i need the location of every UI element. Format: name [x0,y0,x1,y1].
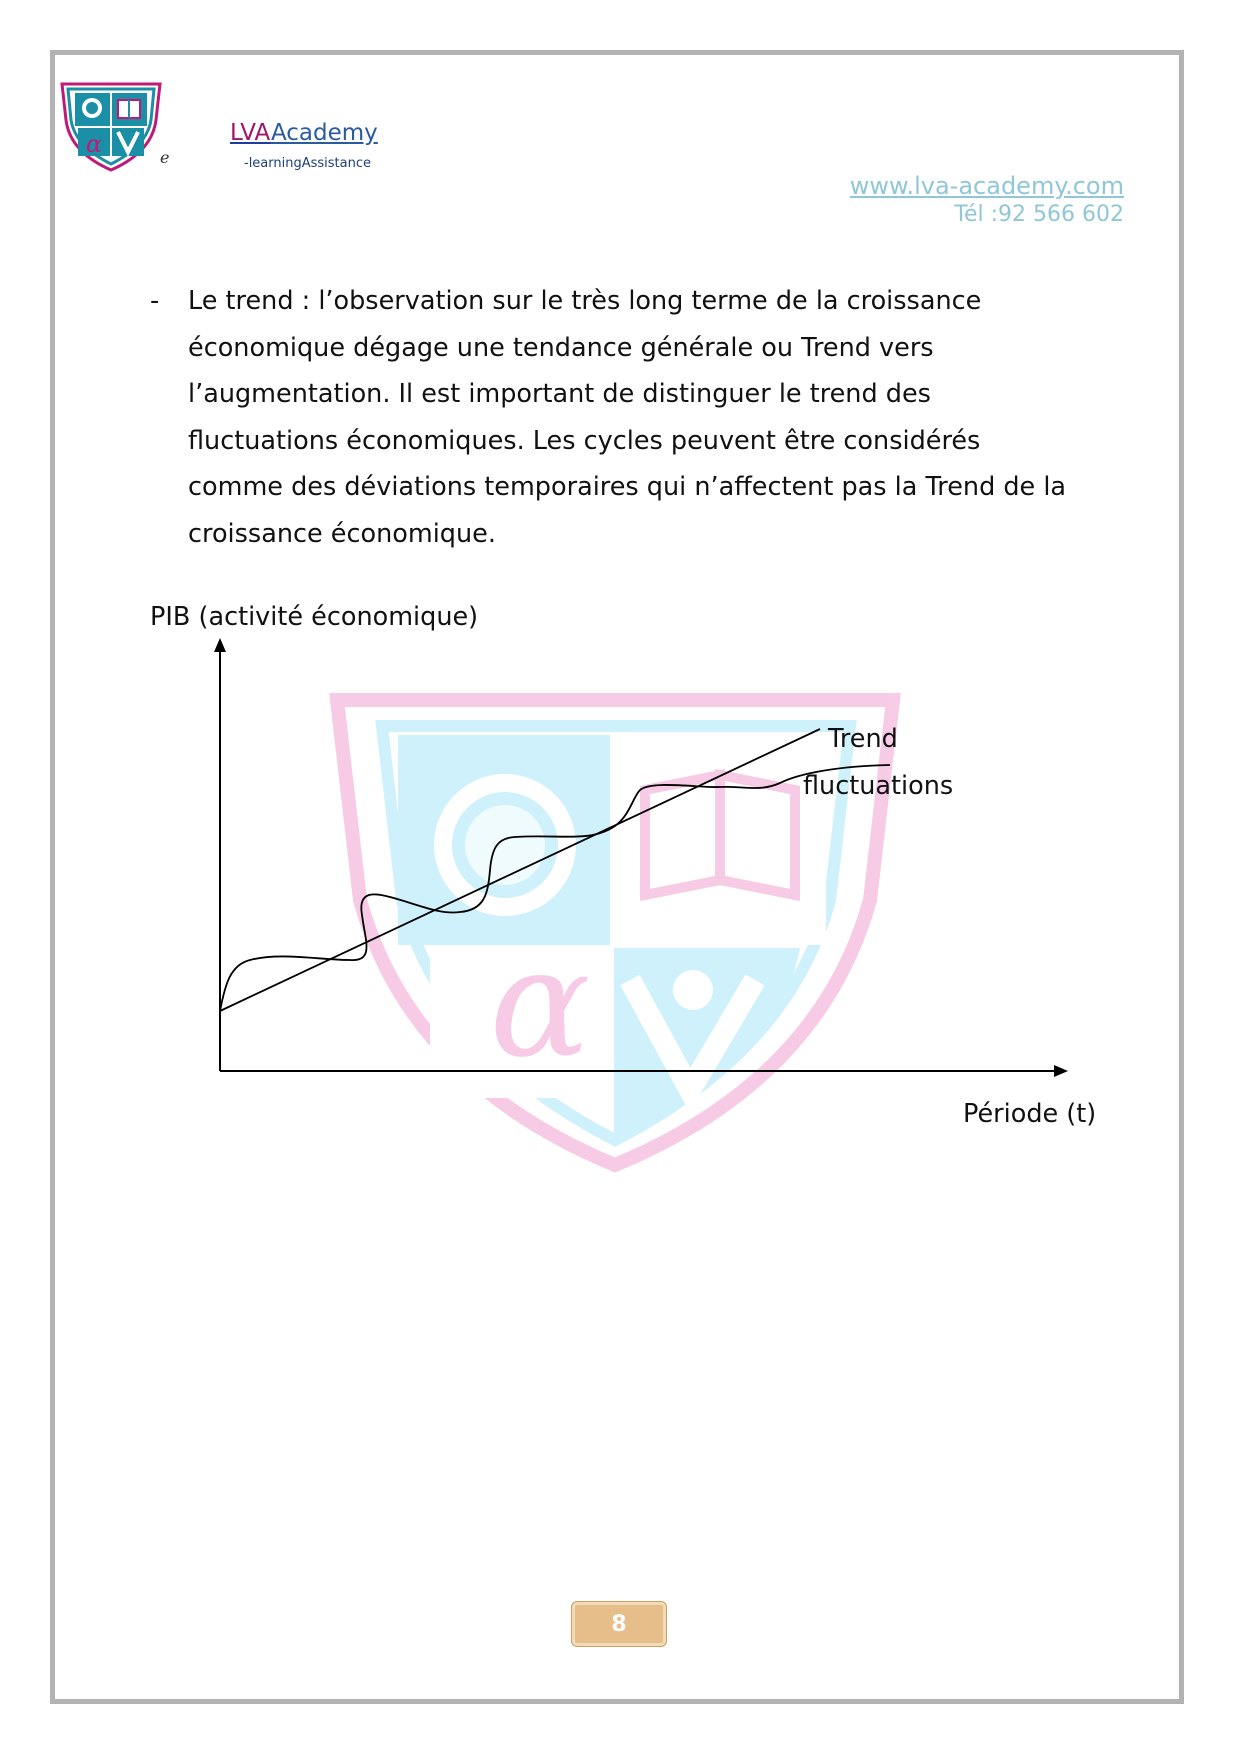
text-line: fluctuations économiques. Les cycles peuvent être considérés [188,425,981,456]
x-axis-label: Période (t) [963,1099,1097,1129]
phone-number: Tél :92 566 602 [954,202,1124,227]
logo-e-letter: e [160,148,170,167]
watermark-shield-icon [337,700,893,1165]
brand-academy: Academy [270,120,378,146]
bullet-dash: - [150,286,160,316]
fluctuations-label: fluctuations [803,771,954,801]
text-line: croissance économique. [188,518,496,549]
brand-tagline: -learningAssistance [244,156,371,171]
trend-label: Trend [828,724,898,754]
page-number-badge: 8 [572,1602,666,1646]
x-axis-arrow-icon [1054,1065,1068,1077]
text-line: l’augmentation. Il est important de distinguer le trend des [188,379,931,409]
text-line: comme des déviations temporaires qui n’affectent pas la Trend de la [188,472,1067,502]
y-axis-label: PIB (activité économique) [150,602,479,632]
website-link[interactable]: www.lva-academy.com [849,172,1124,200]
y-axis-arrow-icon [214,638,226,652]
brand-lva: LVA [230,120,271,146]
svg-text:α: α [489,917,591,1091]
text-line: Le trend : l’observation sur le très long terme de la croissance [188,286,982,316]
text-line: économique dégage une tendance générale ou Trend vers [188,332,934,363]
svg-text:α: α [85,130,103,158]
